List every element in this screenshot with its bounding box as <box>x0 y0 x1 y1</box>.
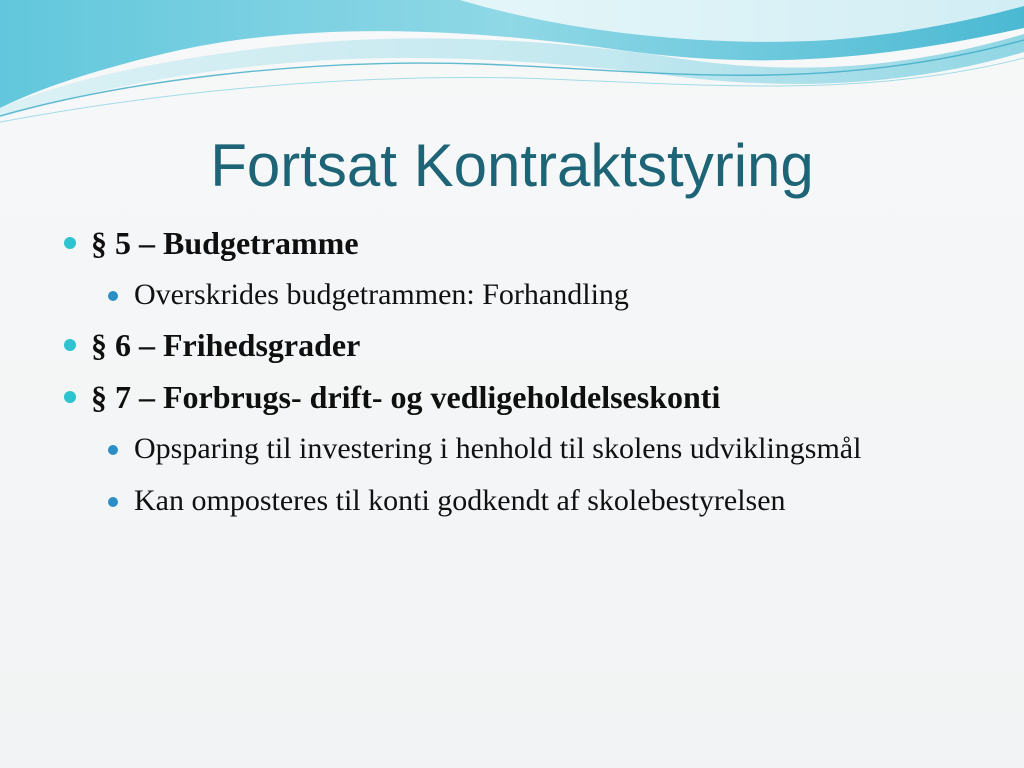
wave-banner <box>0 0 1024 130</box>
bullet-dot-icon <box>64 391 76 403</box>
bullet-list <box>64 224 964 532</box>
bullet-item-section-7 <box>64 378 964 416</box>
sub-bullet-dot-icon <box>108 497 118 507</box>
sub-bullet-text: Overskrides budgetrammen: Forhandling <box>134 278 629 311</box>
bullet-dot-icon <box>64 237 76 249</box>
sub-bullet-dot-icon <box>108 291 118 301</box>
sub-bullet-dot-icon <box>108 445 118 455</box>
bullet-dot-icon <box>64 339 76 351</box>
sub-bullet-text: Opsparing til investering i henhold til skolens udviklingsmål <box>134 432 862 465</box>
sub-bullet-item <box>64 482 964 520</box>
bullet-item-section-6 <box>64 326 964 364</box>
sub-bullet-item <box>64 430 964 468</box>
sub-bullet-text: Kan omposteres til konti godkendt af skolebestyrelsen <box>134 484 786 517</box>
bullet-text: § 7 – Forbrugs- drift- og vedligeholdelseskonti <box>91 379 721 415</box>
slide-title: Fortsat Kontraktstyring <box>210 132 814 199</box>
bullet-text: § 6 – Frihedsgrader <box>91 327 361 363</box>
bullet-item-section-5 <box>64 224 964 262</box>
sub-bullet-item <box>64 276 964 314</box>
bullet-text: § 5 – Budgetramme <box>91 225 359 261</box>
